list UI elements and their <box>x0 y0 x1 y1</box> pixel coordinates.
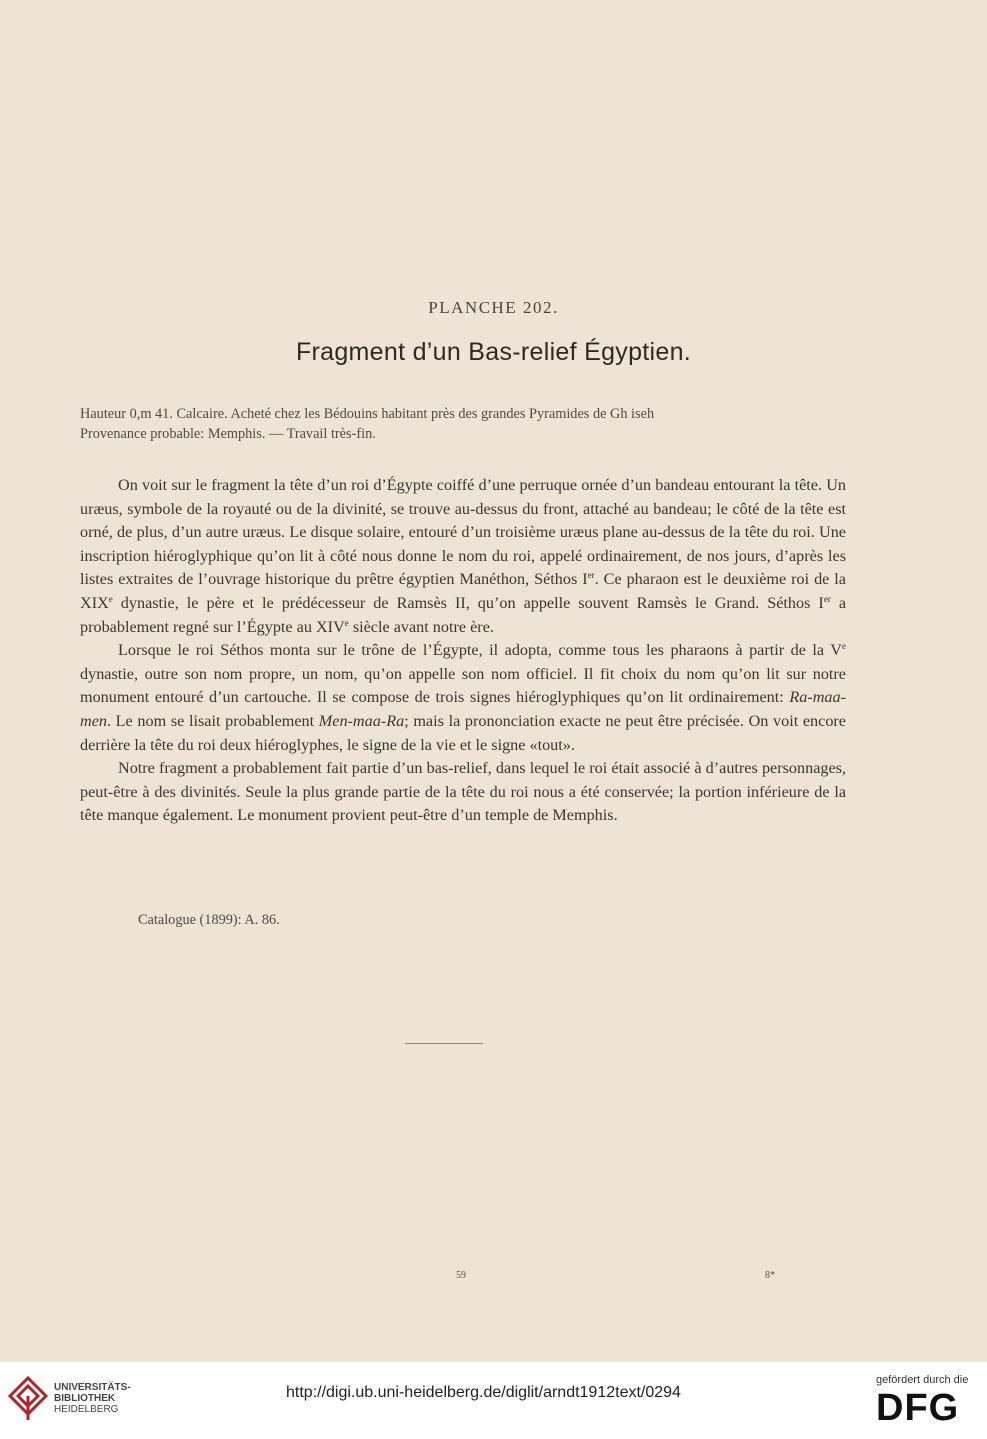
superscript: er <box>823 593 831 604</box>
text-run: . Ce pharaon est le deuxième roi de la XIX <box>80 570 846 612</box>
university-logo-icon <box>8 1376 48 1422</box>
source-url-link[interactable]: http://digi.ub.uni-heidelberg.de/diglit/arndt1912text/0294 <box>286 1384 681 1401</box>
paragraph <box>80 474 846 639</box>
library-name-line: BIBLIOTHEK <box>54 1393 116 1404</box>
plate-number: PLANCHE 202. <box>428 298 559 317</box>
text-run: a probablement regné sur l’Égypte au XIV <box>80 593 847 636</box>
text-run: On voit sur le fragment la tête d’un roi d’Égypte coiffé d’une perruque ornée d’un bandeau entourant la tête. Un uræus, symbole de la royauté ou de la divinité, se trouve au-dessus du front, attaché au bandeau; le côté de la tête est orné, de plus, d’un autre uræus. Le disque solaire, entouré d’un troisième uræus plane au-dessus de la tête du roi. Une inscription hiéroglyphique qu’on lit à côté nous donne le nom du roi, appelé ordinairement, de nos jours, d’après les listes extraites de l’ouvrage historique du prêtre égyptien Manéthon, Séthos I <box>80 476 846 589</box>
catalogue-reference: Catalogue (1899): A. 86. <box>138 912 280 928</box>
paragraph <box>80 757 846 828</box>
italic-name: Men-maa-Ra <box>318 711 405 730</box>
metadata-line2-text: Provenance probable: Memphis. — Travail très-fin. <box>80 426 376 442</box>
object-metadata <box>80 404 850 444</box>
text-run: siècle avant notre ère. <box>348 617 494 636</box>
page-title: Fragment d’un Bas-relief Égyptien. <box>295 338 692 366</box>
text-run: dynastie, le père et le prédécesseur de Ramsès II, qu’on appelle souvent Ramsès le Grand. Séthos I <box>112 593 824 612</box>
signature-mark: 8* <box>765 1270 775 1281</box>
text-run: . Le nom se lisait probablement <box>106 711 319 730</box>
superscript: e <box>108 593 113 604</box>
text-run: Lorsque le roi Séthos monta sur le trône de l’Égypte, il adopta, comme tous les pharaons à partir de la V <box>118 641 842 660</box>
page-number: 59 <box>456 1270 466 1281</box>
library-name-line: HEIDELBERG <box>54 1404 119 1415</box>
superscript: er <box>587 570 595 581</box>
metadata-line <box>80 404 850 424</box>
divider <box>405 1043 483 1044</box>
library-name <box>54 1382 131 1415</box>
text-run: Notre fragment a probablement fait partie d’un bas-relief, dans lequel le roi était associé à d’autres personnages, peut-être à des divinités. Seule la plus grande partie de la tête du roi nous a été conservée; la portion inférieure de la tête manque également. Le monument provient peut-être d’un temple de Memphis. <box>80 759 846 825</box>
metadata-line <box>80 424 850 444</box>
text-run: ; mais la prononciation exacte ne peut être précisée. On voit encore derrière la tête du roi deux hiéroglyphes, le signe de la vie et le signe «tout». <box>80 711 846 754</box>
italic-name: Ra-maa-men <box>80 688 846 730</box>
superscript: e <box>842 641 846 652</box>
dfg-logo: DFG <box>876 1387 960 1429</box>
funder-caption: gefördert durch die <box>876 1374 969 1386</box>
library-name-line: UNIVERSITÄTS- <box>54 1382 131 1393</box>
body-text <box>80 474 846 828</box>
text-run: dynastie, outre son nom propre, un nom, qu’on appelle son nom officiel. Il fit choix du nom qu’on lit sur notre monument entouré d’un cartouche. Il se compose de trois signes hiéroglyphiques qu’on lit ordinairement: <box>80 664 846 707</box>
superscript: e <box>344 617 349 628</box>
metadata-line1-text: Hauteur 0,m 41. Calcaire. Acheté chez les Bédouins habitant près des grandes Pyramides de Gh iseh <box>80 406 655 422</box>
footer-bar <box>0 1362 987 1439</box>
paragraph <box>80 639 846 757</box>
